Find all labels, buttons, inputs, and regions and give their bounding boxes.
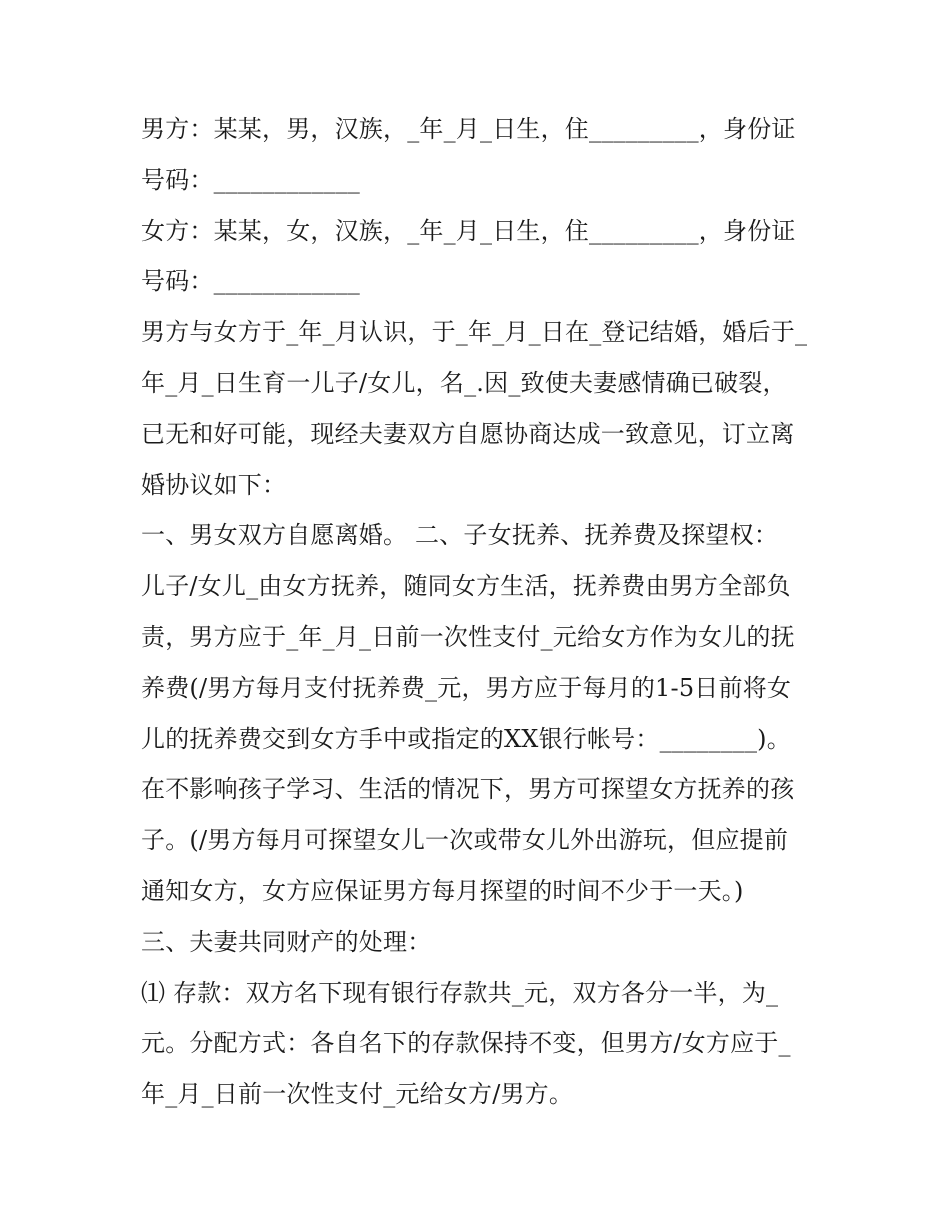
text-line: 养费(/男方每月支付抚养费_元，男方应于每月的1-5日前将女 [141,673,792,702]
text-line: 已无和好可能，现经夫妻双方自愿协商达成一致意见，订立离 [141,419,795,448]
text-line: 男方与女方于_年_月认识，于_年_月_日在_登记结婚，婚后于_ [141,318,808,347]
document-body [141,104,821,1120]
text-line: 号码：____________ [141,267,360,296]
text-line: 年_月_日生育一儿子/女儿，名_.因_致使夫妻感情确已破裂， [141,368,787,397]
text-line: 婚协议如下： [141,470,287,499]
text-line: 一、男女双方自愿离婚。 二、子女抚养、抚养费及探望权： [141,521,779,550]
text-line: 在不影响孩子学习、生活的情况下，男方可探望女方抚养的孩 [141,775,795,804]
text-line: 女方：某某，女，汉族，_年_月_日生，住_________，身份证 [141,216,796,245]
text-line: ⑴ 存款：双方名下现有银行存款共_元，双方各分一半，为_ [141,978,779,1007]
text-line: 儿子/女儿_由女方抚养，随同女方生活，抚养费由男方全部负 [141,572,791,601]
text-line: 责，男方应于_年_月_日前一次性支付_元给女方作为女儿的抚 [141,622,795,651]
text-line: 年_月_日前一次性支付_元给女方/男方。 [141,1080,574,1109]
text-line: 男方：某某，男，汉族，_年_月_日生，住_________，身份证 [141,115,796,143]
text-line: 儿的抚养费交到女方手中或指定的XX银行帐号：________)。 [141,724,791,753]
text-line: 号码：____________ [141,165,360,194]
text-line: 通知女方，女方应保证男方每月探望的时间不少于一天。) [141,876,744,905]
text-line: 子。(/男方每月可探望女儿一次或带女儿外出游玩，但应提前 [141,826,789,855]
text-line: 元。分配方式：各自名下的存款保持不变，但男方/女方应于_ [141,1029,791,1058]
text-line: 三、夫妻共同财产的处理： [141,927,432,956]
